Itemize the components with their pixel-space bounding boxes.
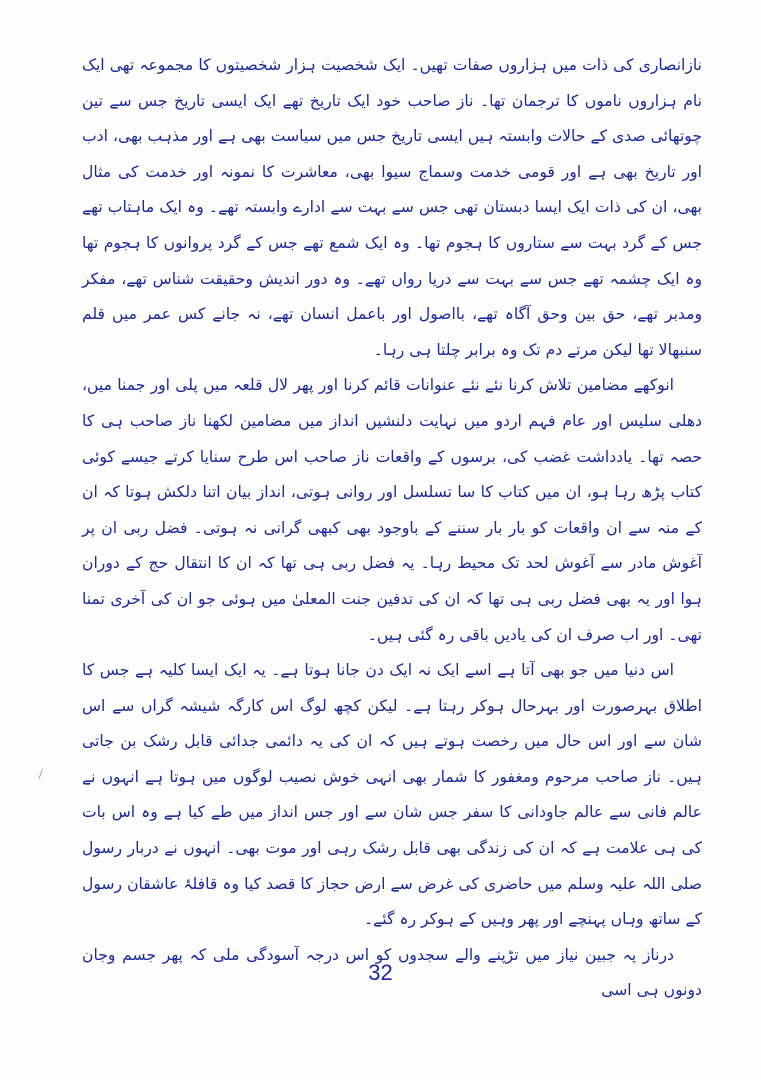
margin-mark bbox=[39, 769, 49, 781]
paragraph-1: نازانصاری کی ذات میں ہزاروں صفات تھیں۔ ایک شخصیت ہزار شخصیتوں کا مجموعہ تھی ایک نام ہزاروں ناموں کا ترجمان تھا۔ ناز صاحب خود ایک تاریخ تھے ایک ایسی تاریخ جس سے تین چوتھائی صدی کے حالات وابستہ ہیں ایسی تاریخ جس میں سیاست بھی ہے اور مذہب بھی، ادب اور تاریخ بھی ہے اور قومی خدمت وسماج سیوا بھی، معاشرت کا نمونہ اور خدمت کی مثال بھی، ان کی ذات ایک ایسا دبستان تھی جس سے بہت سے ادارے وابستہ تھے۔ وہ ایک ماہتاب تھے جس کے گرد بہت سے ستاروں کا ہجوم تھا۔ وہ ایک شمع تھے جس کے گرد پروانوں کا ہجوم تھا وہ ایک چشمہ تھے جس سے بہت سے دریا رواں تھے۔ وہ دور اندیش وحقیقت شناس تھے، مفکر ومدبر تھے، حق بین وحق آگاہ تھے، بااصول اور باعمل انسان تھے، نہ جانے کس عمر میں قلم سنبھالا تھا لیکن مرتے دم تک وہ برابر چلتا ہی رہا۔ bbox=[82, 56, 702, 359]
body-text bbox=[82, 48, 702, 1009]
paragraph-2: انوکھے مضامین تلاش کرنا نئے نئے عنوانات قائم کرنا اور پھر لال قلعہ میں پلی اور جمنا میں، دھلی سلیس اور عام فہم اردو میں نہایت دلنشیں انداز میں مضامین لکھنا ناز صاحب ہی کا حصہ تھا۔ یادداشت غضب کی، برسوں کے واقعات ناز صاحب اس طرح سنایا کرتے جیسے کوئی کتاب پڑھ رہا ہو، ان میں کتاب کا سا تسلسل اور روانی ہوتی، انداز بیان اتنا دلکش ہوتا کہ ان کے منہ سے ان واقعات کو بار بار سننے کے باوجود بھی کبھی گرانی نہ ہوتی۔ فضل ربی ان پر آغوش مادر سے آغوش لحد تک محیط رہا۔ یہ فضل ربی ہی تھا کہ ان کا انتقال حج کے دوران ہوا اور یہ بھی فضل ربی ہی تھا کہ ان کی تدفین جنت المعلیٰ میں ہوئی جو ان کی آخری تمنا تھی۔ اور اب صرف ان کی یادیں باقی رہ گئی ہیں۔ bbox=[82, 376, 702, 644]
paragraph-4: درناز پہ جبین نیاز میں تڑپنے والے سجدوں کو اس درجہ آسودگی ملی کہ پھر جسم وجان دونوں ہی اسی bbox=[82, 945, 702, 1000]
page-number: 32 bbox=[368, 960, 393, 985]
paragraph-3: اس دنیا میں جو بھی آتا ہے اسے ایک نہ ایک دن جانا ہوتا ہے۔ یہ ایک ایسا کلیہ ہے جس کا اطلاق بہرصورت اور بہرحال ہوکر رہتا ہے۔ لیکن کچھ لوگ اس کارگہ شیشہ گراں سے اس شان سے اور اس حال میں رخصت ہوتے ہیں کہ ان کی یہ دائمی جدائی قابل رشک بن جاتی ہیں۔ ناز صاحب مرحوم ومغفور کا شمار بھی انہی خوش نصیب لوگوں میں ہوتا ہے انہوں نے عالم فانی سے عالم جاودانی کا سفر جس شان سے اور جس انداز میں طے کیا ہے وہ اس بات کی ہی علامت ہے کہ ان کی زندگی بھی قابل رشک رہی اور موت بھی۔ انہوں نے دربار رسول صلی اللہ علیہ وسلم میں حاضری کی غرض سے ارض حجاز کا قصد کیا وہ قافلۂ عاشقان رسول کے ساتھ وہاں پہنچے اور پھر وہیں کے ہوکر رہ گئے۔ bbox=[82, 661, 702, 929]
